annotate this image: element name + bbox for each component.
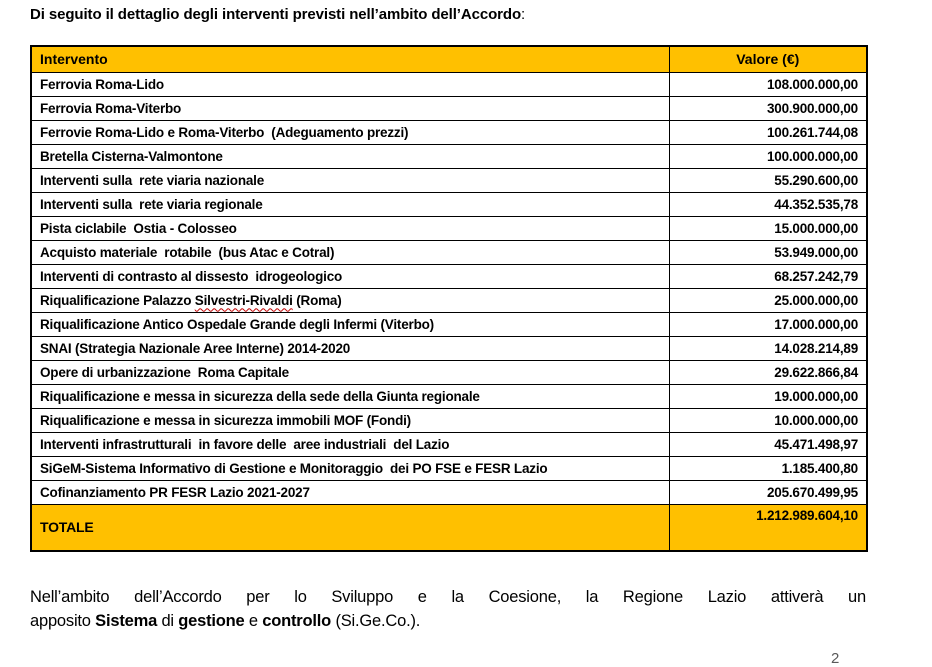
intervento-cell: Riqualificazione e messa in sicurezza della sede della Giunta regionale [31, 384, 669, 408]
intervento-cell: Interventi sulla rete viaria nazionale [31, 168, 669, 192]
intervento-cell: Pista ciclabile Ostia - Colosseo [31, 216, 669, 240]
intervento-cell: Acquisto materiale rotabile (bus Atac e Cotral) [31, 240, 669, 264]
table-row [31, 168, 867, 192]
valore-cell: 100.000.000,00 [669, 144, 867, 168]
table-row [31, 96, 867, 120]
table-row [31, 240, 867, 264]
table-row [31, 216, 867, 240]
footer-text: di [157, 612, 179, 630]
table-row [31, 288, 867, 312]
table-row [31, 312, 867, 336]
valore-cell: 55.290.600,00 [669, 168, 867, 192]
intervento-cell: Opere di urbanizzazione Roma Capitale [31, 360, 669, 384]
table-row [31, 336, 867, 360]
table-row [31, 264, 867, 288]
valore-cell: 19.000.000,00 [669, 384, 867, 408]
table-row [31, 408, 867, 432]
valore-cell: 205.670.499,95 [669, 480, 867, 504]
valore-cell: 14.028.214,89 [669, 336, 867, 360]
table-row [31, 192, 867, 216]
table-row [31, 480, 867, 504]
intervento-cell: Riqualificazione Antico Ospedale Grande degli Infermi (Viterbo) [31, 312, 669, 336]
valore-cell: 29.622.866,84 [669, 360, 867, 384]
footer-text: apposito [30, 612, 96, 630]
page-title-colon: : [521, 6, 526, 23]
footer-line-1: Nell’ambito dell’Accordo per lo Sviluppo e la Coesione, la Regione Lazio attiverà un [30, 588, 866, 606]
intervento-cell: Ferrovia Roma-Lido [31, 72, 669, 96]
footer-bold-controllo: controllo [262, 612, 332, 630]
intervento-cell: Interventi sulla rete viaria regionale [31, 192, 669, 216]
valore-cell: 45.471.498,97 [669, 432, 867, 456]
page-title [30, 6, 525, 23]
intervento-cell: Riqualificazione e messa in sicurezza immobili MOF (Fondi) [31, 408, 669, 432]
valore-cell: 100.261.744,08 [669, 120, 867, 144]
valore-cell: 10.000.000,00 [669, 408, 867, 432]
table-row [31, 120, 867, 144]
valore-cell: 108.000.000,00 [669, 72, 867, 96]
valore-cell: 44.352.535,78 [669, 192, 867, 216]
valore-cell: 1.185.400,80 [669, 456, 867, 480]
footer-bold-gestione: gestione [178, 612, 245, 630]
valore-cell: 17.000.000,00 [669, 312, 867, 336]
footer-line-2 [30, 609, 866, 633]
valore-cell: 25.000.000,00 [669, 288, 867, 312]
column-header-intervento: Intervento [31, 46, 669, 72]
page-number: 2 [831, 650, 840, 667]
table-row [31, 360, 867, 384]
table-total-row [31, 504, 867, 551]
spellcheck-underlined-text: Silvestri-Rivaldi [194, 292, 293, 308]
table-row [31, 384, 867, 408]
page-title-text: Di seguito il dettaglio degli interventi previsti nell’ambito dell’Accordo [30, 6, 522, 23]
table-header-row [31, 46, 867, 72]
intervento-cell: Interventi di contrasto al dissesto idrogeologico [31, 264, 669, 288]
footer-bold-sistema: Sistema [95, 612, 158, 630]
table-row [31, 144, 867, 168]
valore-cell: 15.000.000,00 [669, 216, 867, 240]
table-row [31, 432, 867, 456]
intervento-text: Riqualificazione Palazzo [40, 292, 195, 308]
intervento-cell: Ferrovia Roma-Viterbo [31, 96, 669, 120]
interventions-table [30, 45, 868, 552]
intervento-cell: Ferrovie Roma-Lido e Roma-Viterbo (Adeguamento prezzi) [31, 120, 669, 144]
column-header-valore: Valore (€) [669, 46, 867, 72]
intervento-cell: Bretella Cisterna-Valmontone [31, 144, 669, 168]
footer-paragraph [30, 585, 866, 633]
total-label-cell: TOTALE [31, 504, 669, 551]
intervento-cell: SiGeM-Sistema Informativo di Gestione e Monitoraggio dei PO FSE e FESR Lazio [31, 456, 669, 480]
total-value-cell: 1.212.989.604,10 [669, 504, 867, 551]
intervento-cell: Cofinanziamento PR FESR Lazio 2021-2027 [31, 480, 669, 504]
table-row [31, 456, 867, 480]
intervento-cell: SNAI (Strategia Nazionale Aree Interne) 2014-2020 [31, 336, 669, 360]
footer-text: (Si.Ge.Co.). [331, 612, 421, 630]
valore-cell: 53.949.000,00 [669, 240, 867, 264]
footer-text: e [244, 612, 263, 630]
intervento-cell [31, 288, 669, 312]
table-row [31, 72, 867, 96]
intervento-cell: Interventi infrastrutturali in favore delle aree industriali del Lazio [31, 432, 669, 456]
intervento-text: (Roma) [292, 292, 342, 308]
valore-cell: 68.257.242,79 [669, 264, 867, 288]
valore-cell: 300.900.000,00 [669, 96, 867, 120]
